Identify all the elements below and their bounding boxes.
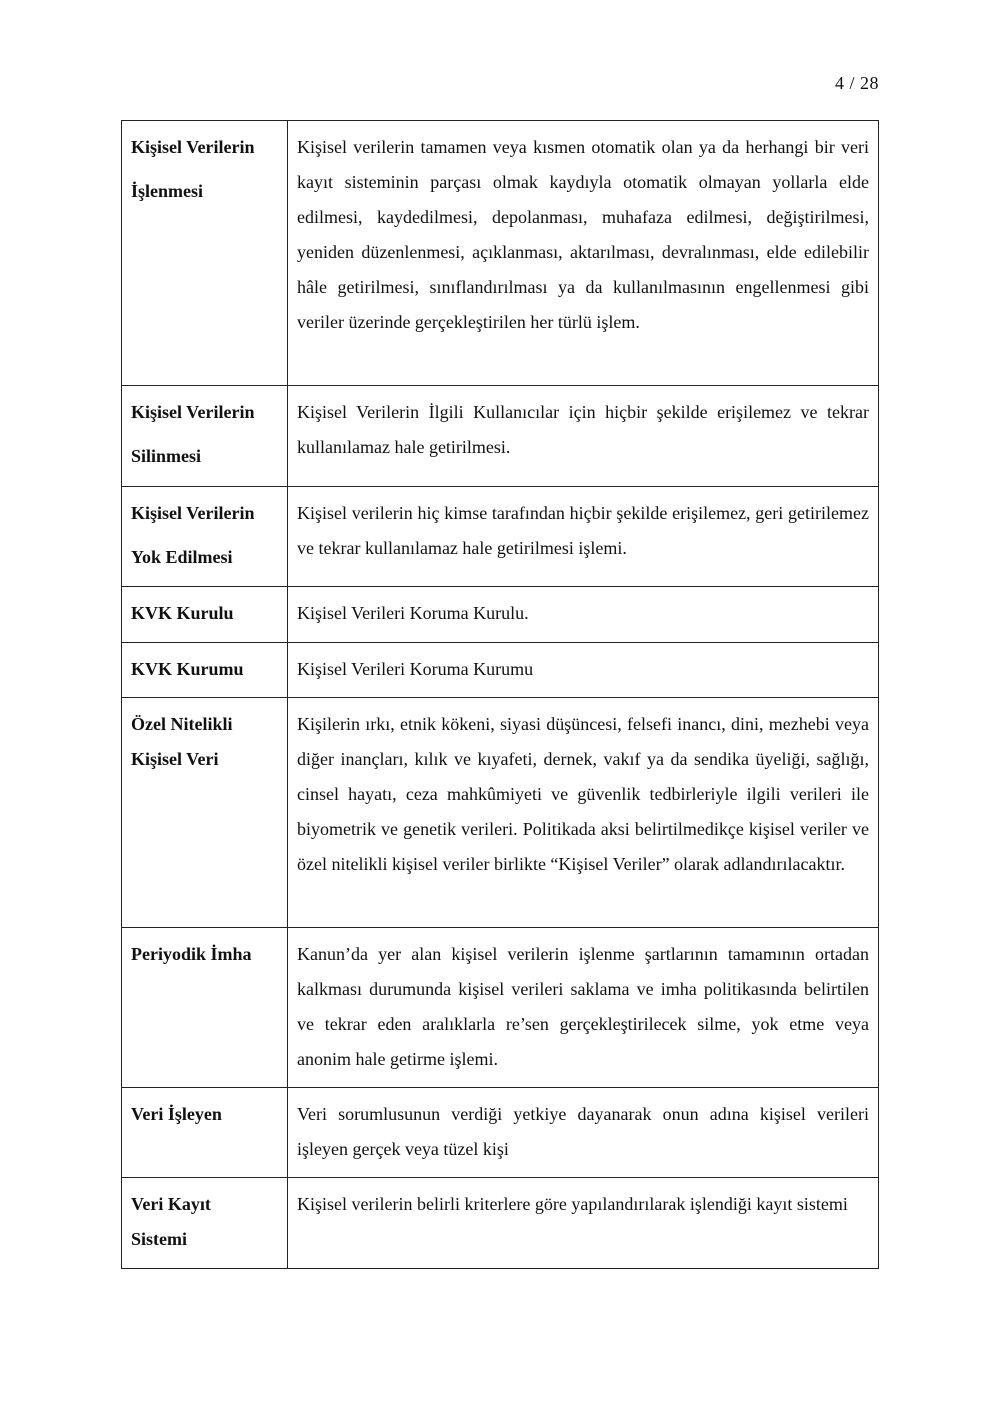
page-number: 4 / 28	[834, 73, 879, 93]
definition-cell: Veri sorumlusunun verdiği yetkiye dayanarak onun adına kişisel verileri işleyen gerçek veya tüzel kişi	[288, 1088, 879, 1178]
term-line: Yok Edilmesi	[131, 547, 233, 567]
term-cell	[122, 643, 288, 698]
term-line: Veri İşleyen	[131, 1104, 222, 1124]
definition-cell: Kişisel Verilerin İlgili Kullanıcılar için hiçbir şekilde erişilemez ve tekrar kullanılamaz hale getirilmesi.	[288, 386, 879, 487]
term-line: KVK Kurumu	[131, 659, 244, 679]
term-cell	[122, 487, 288, 587]
definition-cell: Kişisel Verileri Koruma Kurumu	[288, 643, 879, 698]
term-cell	[122, 386, 288, 487]
definition-cell: Kişisel verilerin hiç kimse tarafından hiçbir şekilde erişilemez, geri getirilemez ve tekrar kullanılamaz hale getirilmesi işlemi.	[288, 487, 879, 587]
term-line: Kişisel Verilerin	[131, 402, 255, 422]
table-row	[122, 1088, 879, 1178]
term-line: Kişisel Verilerin	[131, 503, 255, 523]
term-line: Kişisel Veri	[131, 749, 219, 769]
term-cell	[122, 587, 288, 643]
term-cell	[122, 698, 288, 928]
table-row	[122, 1178, 879, 1269]
table-row	[122, 121, 879, 386]
table-row	[122, 698, 879, 928]
table-row	[122, 386, 879, 487]
term-line: Kişisel Verilerin	[131, 137, 255, 157]
table-row	[122, 587, 879, 643]
definitions-table	[121, 120, 879, 1269]
table-row	[122, 487, 879, 587]
term-cell	[122, 121, 288, 386]
term-line: İşlenmesi	[131, 181, 203, 201]
definition-cell: Kişisel verilerin tamamen veya kısmen otomatik olan ya da herhangi bir veri kayıt sisteminin parçası olmak kaydıyla otomatik olmayan yollarla elde edilmesi, kaydedilmesi, depolanması, muhafaza edilmesi, değiştirilmesi, yeniden düzenlenmesi, açıklanması, aktarılması, devralınması, elde edilebilir hâle getirilmesi, sınıflandırılması ya da kullanılmasının engellenmesi gibi veriler üzerinde gerçekleştirilen her türlü işlem.	[288, 121, 879, 386]
definition-cell: Kişisel verilerin belirli kriterlere göre yapılandırılarak işlendiği kayıt sistemi	[288, 1178, 879, 1269]
definition-cell: Kişisel Verileri Koruma Kurulu.	[288, 587, 879, 643]
term-line: KVK Kurulu	[131, 603, 234, 623]
definition-cell: Kanun’da yer alan kişisel verilerin işlenme şartlarının tamamının ortadan kalkması durumunda kişisel verileri saklama ve imha politikasında belirtilen ve tekrar eden aralıklarla re’sen gerçekleştirilecek silme, yok etme veya anonim hale getirme işlemi.	[288, 928, 879, 1088]
term-line: Sistemi	[131, 1229, 187, 1249]
term-cell	[122, 1178, 288, 1269]
table-row	[122, 643, 879, 698]
term-line: Özel Nitelikli	[131, 714, 233, 734]
term-cell	[122, 928, 288, 1088]
term-cell	[122, 1088, 288, 1178]
term-line: Veri Kayıt	[131, 1194, 211, 1214]
table-row	[122, 928, 879, 1088]
definition-cell: Kişilerin ırkı, etnik kökeni, siyasi düşüncesi, felsefi inancı, dini, mezhebi veya diğer inançları, kılık ve kıyafeti, dernek, vakıf ya da sendika üyeliği, sağlığı, cinsel hayatı, ceza mahkûmiyeti ve güvenlik tedbirleriyle ilgili verileri ile biyometrik ve genetik verileri. Politikada aksi belirtilmedikçe kişisel veriler ve özel nitelikli kişisel veriler birlikte “Kişisel Veriler” olarak adlandırılacaktır.	[288, 698, 879, 928]
term-line: Silinmesi	[131, 446, 202, 466]
term-line: Periyodik İmha	[131, 944, 252, 964]
